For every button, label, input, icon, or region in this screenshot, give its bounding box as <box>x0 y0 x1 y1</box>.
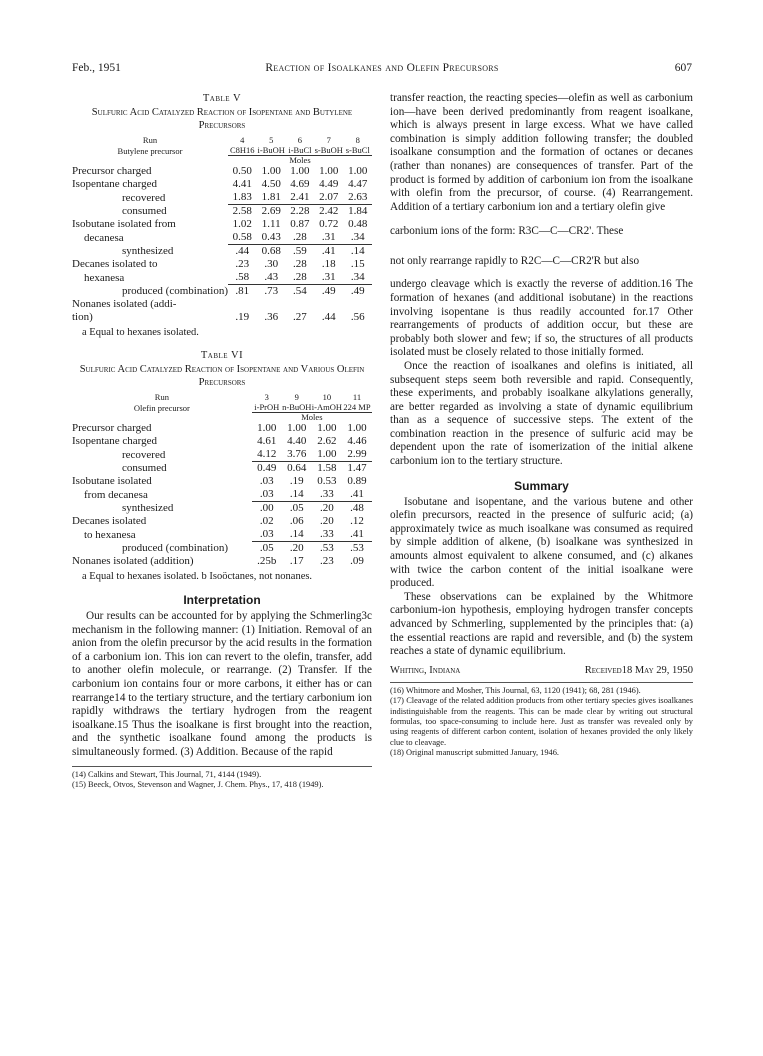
table-row <box>72 475 372 488</box>
table-cell: 2.62 <box>317 435 337 447</box>
table-5-caption: Sulfuric Acid Catalyzed Reaction of Isopentane and Butylene Precursors <box>91 107 353 131</box>
table-row <box>72 515 372 528</box>
table-cell: .33 <box>312 528 342 542</box>
row-label: Decanes isolated <box>72 515 147 527</box>
interpretation-paragraph: Our results can be accounted for by applying the Schmerling3c mechanism in the following manner: (1) Initiation. Removal of an anion from the olefin precursor by the acid results in the formation of a carbonium ion. This ion can revert to the olefin, transfer, add to another olefin molecule, or rearrange. (2) Transfer. If the carbonium ion contains four or more carbons, it either has or can rearrange14 to the tertiary structure, and the tertiary carbonium ion rapidly withdraws the tertiary hydrogen from the reagent isoalkane.15 Thus the isoalkane is first brought into the reaction, and the synthetic isoalkane found among the products is simultaneously formed. (3) Addition. Because of the rapid <box>72 610 372 758</box>
table-cell: .73 <box>264 285 279 297</box>
table-row <box>72 502 372 516</box>
summary-paragraph-2: These observations can be explained by the Whitmore carbonium-ion hypothesis, employing hydrogen transfer concepts advanced by Schmerling, supplemented by the principles that: (a) the essential reactions are rapid and reversible, and (b) the system reaches a state of dynamic equilibrium. <box>390 590 693 658</box>
table-5-run-label: Run <box>142 135 158 145</box>
table-cell: .20 <box>320 502 334 514</box>
table-cell: .49 <box>321 285 336 297</box>
table-5-body <box>72 165 372 324</box>
table-row <box>72 542 372 556</box>
table-cell: .49 <box>350 285 365 297</box>
table-6-precursor-row: Olefin precursor i-PrOH n-BuOH i-AmOH 224 MP <box>72 402 372 413</box>
table-row <box>72 488 372 502</box>
row-label: recovered <box>122 191 166 204</box>
footnote-16: (16) Whitmore and Mosher, This Journal, 63, 1120 (1941); 68, 281 (1946). <box>390 685 641 695</box>
table-cell: .18 <box>321 258 336 270</box>
received-line <box>390 665 693 676</box>
table-cell: 2.28 <box>290 205 310 217</box>
row-label: Isobutane isolated <box>72 475 152 487</box>
table-row <box>72 311 372 324</box>
table-cell: .34 <box>344 231 372 245</box>
table-cell: 2.07 <box>314 191 344 205</box>
row-label: consumed <box>122 462 167 474</box>
table-cell: 0.89 <box>347 475 367 487</box>
table-row <box>72 218 372 231</box>
table-cell: 1.02 <box>232 218 252 230</box>
table-cell: 1.84 <box>348 205 368 217</box>
table-cell: 1.47 <box>347 462 367 474</box>
table-cell: 2.63 <box>344 191 372 205</box>
summary-paragraph-1: Isobutane and isopentane, and the various butene and other olefin precursors, reacted in the presence of sulfuric acid; (a) approximately twice as much isoalkane was consumed as required by simple addition of alkene, (b) isoalkane was synthesized in amounts almost equivalent to alkene consumed, and (c) alkanes with twice the carbon content of the initial isoalkane were produced. <box>390 495 693 590</box>
table-cell: 0.87 <box>290 218 310 230</box>
table-5-run-row: Run 4 5 6 7 8 <box>72 135 372 145</box>
table-row <box>72 231 372 245</box>
table-cell: .27 <box>293 311 307 323</box>
table-cell: 1.83 <box>228 191 257 205</box>
table-cell: 4.50 <box>261 178 281 190</box>
table-cell: .14 <box>282 528 312 542</box>
table-cell: .31 <box>314 271 344 285</box>
table-6-units-row <box>72 413 372 423</box>
table-cell: 4.12 <box>252 448 282 462</box>
page-number: 607 <box>674 62 692 74</box>
row-label: recovered <box>122 448 166 461</box>
table-cell: 0.72 <box>319 218 339 230</box>
table-cell: 4.69 <box>290 178 310 190</box>
table-6-number: Table VI <box>200 350 244 361</box>
table-5-units: Moles <box>228 156 372 166</box>
table-cell: .31 <box>314 231 344 245</box>
table-cell: .05 <box>259 542 274 554</box>
table-cell: .23 <box>235 258 250 270</box>
rearranged-ion-formula: R2C—C—CR2'R <box>520 255 602 268</box>
row-label: Decanes isolated to <box>72 258 158 270</box>
table-cell: .53 <box>320 542 334 554</box>
table-cell: .41 <box>342 528 372 542</box>
table-cell: .23 <box>320 555 334 567</box>
table-cell: 0.48 <box>348 218 368 230</box>
table-cell: 2.42 <box>319 205 339 217</box>
table-cell: .56 <box>350 311 365 323</box>
mechanism-paragraph-continued: transfer reaction, the reacting species—olefin as well as carbonium ion—have been derived predominantly from reagent isoalkane, which is always present in large excess. What we have called combination is simply addition following transfer; the doubled isoalkane consumption and the formation of octanes or decanes (rather than nonanes) are consequences of transfer. Part of the product is formed by addition of carbonium ion from the isoalkane with olefin from the precursor, of course. (4) Rearrangement. Addition of a tertiary carbonium ion and a tertiary olefin give <box>390 92 693 213</box>
row-label: Isopentane charged <box>72 178 158 190</box>
table-cell: .19 <box>235 311 250 323</box>
row-label: synthesized <box>122 245 174 257</box>
table-cell: 4.61 <box>257 435 277 447</box>
row-label: produced (combination) <box>122 285 228 297</box>
table-cell: .25b <box>257 555 277 567</box>
issue-date: Feb., 1951 <box>72 62 121 74</box>
table-cell: 1.11 <box>261 218 281 230</box>
table-row <box>72 462 372 476</box>
table-row <box>72 178 372 191</box>
table-cell: 1.00 <box>319 165 339 177</box>
table-cell: 4.41 <box>232 178 252 190</box>
table-cell: 1.00 <box>312 448 342 462</box>
table-cell: 0.58 <box>228 231 257 245</box>
table-5-footnote: a Equal to hexanes isolated. <box>82 327 199 338</box>
table-cell: .03 <box>252 528 282 542</box>
received-date: Received18 May 29, 1950 <box>584 664 693 676</box>
row-label: Nonanes isolated (addition) <box>72 555 194 567</box>
table-cell: .36 <box>264 311 279 323</box>
table-cell: .41 <box>321 245 336 257</box>
table-6-run-label: Run <box>154 392 169 402</box>
footnote-rule-right <box>390 682 693 683</box>
row-label: decanesa <box>84 231 124 244</box>
row-label: Precursor charged <box>72 422 152 434</box>
table-cell: .44 <box>321 311 336 323</box>
table-row <box>72 298 372 311</box>
table-cell: 4.46 <box>347 435 367 447</box>
right-column <box>390 92 693 759</box>
carbonium-ion-formula: R3C—C—CR2'. <box>518 225 595 238</box>
row-label: tion) <box>72 311 93 323</box>
table-cell: 1.00 <box>261 165 281 177</box>
row-label: Nonanes isolated (addi- <box>72 298 177 310</box>
running-title: Reaction of Isoalkanes and Olefin Precursors <box>265 62 499 74</box>
table-cell: 2.99 <box>342 448 372 462</box>
table-cell: .44 <box>235 245 250 257</box>
table-cell: 1.00 <box>317 422 337 434</box>
table-5-grid <box>72 135 372 324</box>
row-label: from decanesa <box>84 488 148 501</box>
table-cell: 4.49 <box>319 178 339 190</box>
row-label: to hexanesa <box>84 528 136 541</box>
table-cell: 1.58 <box>317 462 337 474</box>
formula-line-1: carbonium ions of the form: R3C—C—CR2'. These <box>390 225 624 238</box>
table-cell: .19 <box>289 475 304 487</box>
table-cell: 1.00 <box>347 422 367 434</box>
table-5-precursor-label: Butylene precursor <box>117 145 183 156</box>
table-cell: 0.49 <box>257 462 277 474</box>
table-cell: .20 <box>289 542 304 554</box>
footnote-18: (18) Original manuscript submitted January, 1946. <box>390 748 560 758</box>
table-cell: 1.00 <box>287 422 307 434</box>
table-row <box>72 555 372 568</box>
running-head <box>72 62 692 78</box>
table-cell: .14 <box>282 488 312 502</box>
table-cell: .05 <box>289 502 304 514</box>
table-cell: .43 <box>257 271 286 285</box>
cleavage-paragraph: undergo cleavage which is exactly the reverse of addition.16 The formation of hexanes (and additional isobutane) in the reactions involving isopentane is thus readily accounted for.17 Other rearrangements of products of addition occur, but these are probably both slower and few; if so, the structures of all products isolated must be closely related to those initially formed. <box>390 278 693 359</box>
footnote-rule-left <box>72 766 372 767</box>
table-cell: 1.00 <box>348 165 368 177</box>
table-5 <box>72 92 372 339</box>
table-cell: .53 <box>350 542 364 554</box>
table-cell: 4.40 <box>287 435 307 447</box>
table-row <box>72 422 372 435</box>
institution-place: Whiting, Indiana <box>390 664 461 676</box>
table-cell: .28 <box>286 231 314 245</box>
table-cell: .14 <box>350 245 365 257</box>
table-5-number: Table V <box>202 93 242 104</box>
table-row <box>72 205 372 219</box>
table-cell: .15 <box>350 258 365 270</box>
table-6-footnote: a Equal to hexanes isolated. b Isoöctanes, not nonanes. <box>82 571 313 582</box>
table-cell: 1.81 <box>257 191 286 205</box>
table-6-body <box>72 422 372 568</box>
table-row <box>72 271 372 285</box>
table-cell: .28 <box>293 258 307 270</box>
table-row <box>72 435 372 448</box>
table-cell: 0.64 <box>287 462 307 474</box>
table-6-precursor-label: Olefin precursor <box>133 402 190 413</box>
table-row <box>72 258 372 271</box>
table-cell: 2.69 <box>261 205 281 217</box>
table-6-caption: Sulfuric Acid Catalyzed Reaction of Isopentane and Various Olefin Precursors <box>79 364 365 388</box>
table-6-grid <box>72 392 372 568</box>
table-cell: .48 <box>350 502 364 514</box>
table-row <box>72 448 372 462</box>
table-cell: 1.00 <box>257 422 277 434</box>
table-cell: .81 <box>235 285 250 297</box>
table-cell: 3.76 <box>282 448 312 462</box>
table-cell: .20 <box>320 515 334 527</box>
table-cell: 0.43 <box>257 231 286 245</box>
table-cell: .03 <box>252 488 282 502</box>
table-cell: 4.47 <box>348 178 368 190</box>
row-label: synthesized <box>122 502 174 514</box>
table-row <box>72 285 372 299</box>
row-label: consumed <box>122 205 167 217</box>
table-cell: .06 <box>289 515 304 527</box>
formula-line-2: not only rearrange rapidly to R2C—C—CR2'R but also <box>390 255 640 268</box>
row-label: Isobutane isolated from <box>72 218 176 230</box>
table-6 <box>72 349 372 583</box>
table-cell: 2.41 <box>286 191 314 205</box>
table-row <box>72 528 372 542</box>
footnote-17: (17) Cleavage of the related addition products from other tertiary species gives isoalkanes indistinguishable from the reagents. This can be made clear by writing out structural formulas, too space-consuming to include here. Just as transfer was revealed only by using reagents of different carbon content, isolation of hexanes provided the only likely clue to cleavage. <box>390 696 693 747</box>
table-row <box>72 165 372 178</box>
summary-heading: Summary <box>514 478 569 493</box>
table-cell: .03 <box>259 475 274 487</box>
table-cell: .30 <box>264 258 279 270</box>
equilibrium-paragraph: Once the reaction of isoalkanes and olefins is initiated, all subsequent steps seem both reversible and rapid. Consequently, these experiments, and probably isoalkane alkylations generally, are better regarded as involving a state of dynamic equilibrium than as a sequence of successive steps. The extent of the combination reaction in the presence of sulfuric acid may be dependent upon the rate of isomerization of the initial alkene carbonium ion to the tertiary structure. <box>390 359 693 468</box>
table-cell: .00 <box>259 502 274 514</box>
interpretation-heading: Interpretation <box>183 593 261 607</box>
row-label: Precursor charged <box>72 165 152 177</box>
table-cell: .58 <box>228 271 257 285</box>
table-6-run-row: Run 3 9 10 11 <box>72 392 372 402</box>
table-cell: .28 <box>286 271 314 285</box>
table-5-precursor-row: Butylene precursor C8H16 i-BuOH i-BuCl s-BuOH s-BuCl <box>72 145 372 156</box>
table-cell: .34 <box>344 271 372 285</box>
row-label: Isopentane charged <box>72 435 158 447</box>
table-cell: .09 <box>350 555 364 567</box>
row-label: hexanesa <box>84 271 125 284</box>
table-cell: .33 <box>312 488 342 502</box>
footnote-14: (14) Calkins and Stewart, This Journal, 71, 4144 (1949). <box>72 769 262 779</box>
table-cell: .54 <box>293 285 307 297</box>
table-cell: .41 <box>342 488 372 502</box>
table-row <box>72 245 372 259</box>
table-cell: .59 <box>293 245 307 257</box>
row-label: produced (combination) <box>122 542 228 554</box>
table-5-units-row <box>72 156 372 166</box>
table-cell: 0.53 <box>317 475 337 487</box>
table-cell: .17 <box>289 555 304 567</box>
table-6-units: Moles <box>252 413 372 423</box>
footnote-15: (15) Beeck, Otvos, Stevenson and Wagner, J. Chem. Phys., 17, 418 (1949). <box>72 779 324 789</box>
table-cell: 2.58 <box>232 205 252 217</box>
table-cell: 0.50 <box>232 165 252 177</box>
table-cell: .02 <box>259 515 274 527</box>
table-cell: 1.00 <box>290 165 310 177</box>
table-cell: 0.68 <box>261 245 281 257</box>
left-column <box>72 92 372 790</box>
table-cell: .12 <box>350 515 364 527</box>
table-row <box>72 191 372 205</box>
